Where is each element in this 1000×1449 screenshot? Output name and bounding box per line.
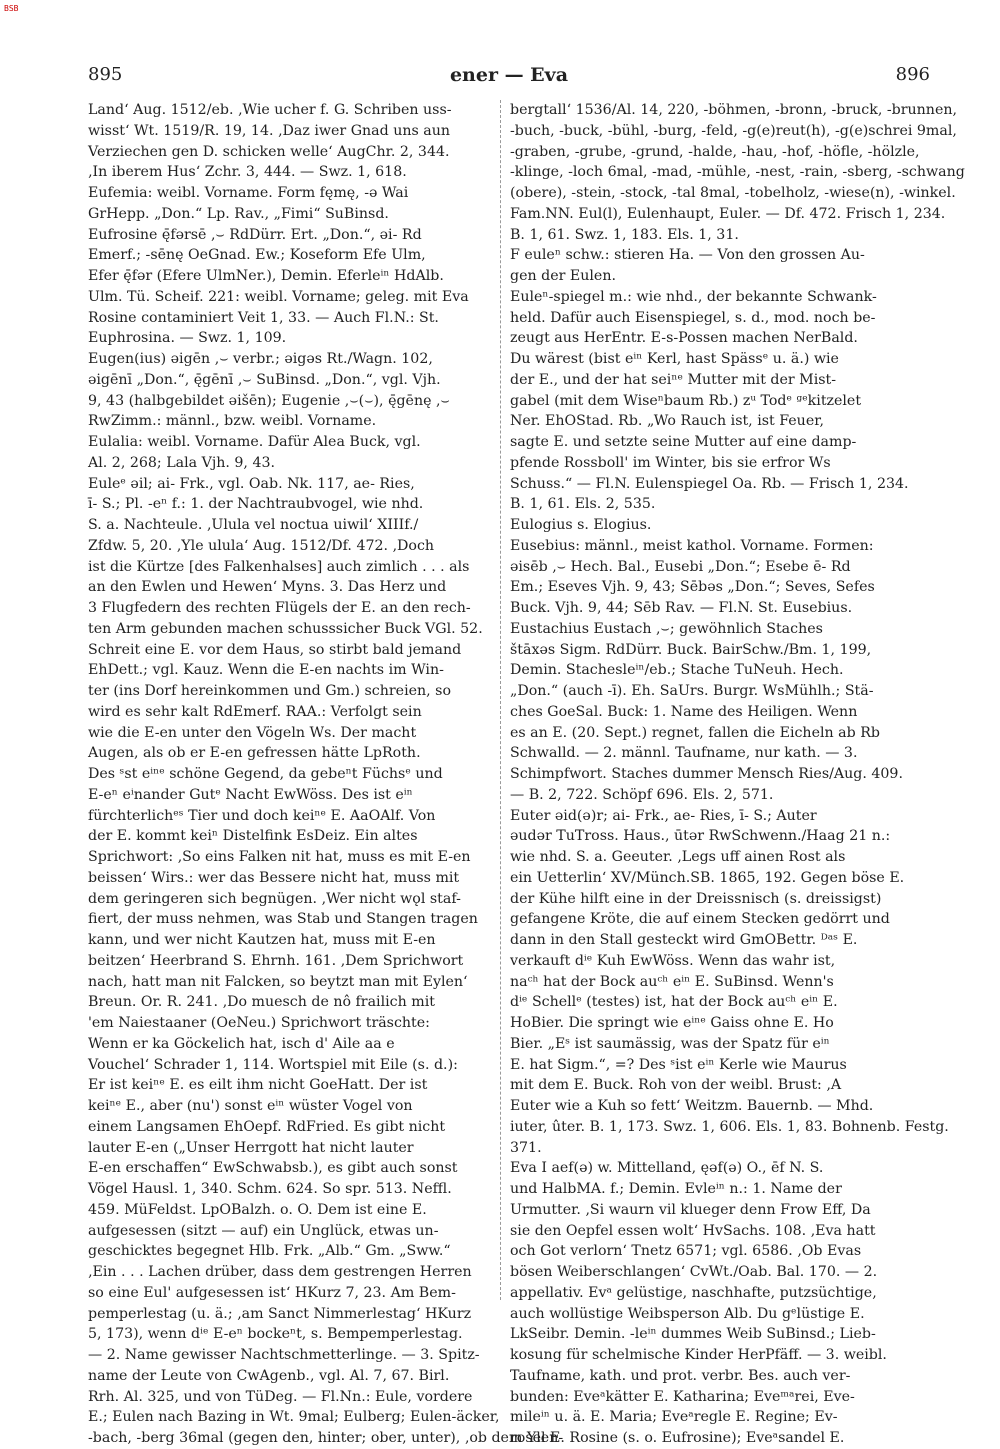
text-line: 459. MüFeldst. LpOBalzh. o. O. Dem ist eine E. xyxy=(88,1201,427,1218)
text-line: Ulm. Tü. Scheif. 221: weibl. Vorname; geleg. mit Eva xyxy=(88,288,469,305)
text-line: Schuss.“ — Fl.N. Eulenspiegel Oa. Rb. — Frisch 1, 234. xyxy=(510,475,909,492)
text-line: nach, hatt man nit Falcken, so beytzt man mit Eylen‘ xyxy=(88,973,468,990)
text-line: so eine Eul' aufgesessen ist‘ HKurz 7, 23. Am Bem- xyxy=(88,1284,456,1301)
text-line: Demin. Stachesleⁱⁿ/eb.; Stache TuNeuh. Hech. xyxy=(510,662,844,679)
text-line: -buch, -buck, -bühl, -burg, -feld, -g(e)reut(h), -g(e)schrei 9mal, xyxy=(510,122,957,139)
text-line: fiert, der muss nehmen, was Stab und Stangen tragen xyxy=(88,911,478,928)
text-line: Vögel Hausl. 1, 340. Schm. 624. So spr. 513. Neffl. xyxy=(88,1181,452,1197)
text-line: Al. 2, 268; Lala Vjh. 9, 43. xyxy=(88,454,276,471)
text-line: Schreit eine E. vor dem Haus, so stirbt bald jemand xyxy=(88,641,462,658)
text-line: Emerf.; -sēnę OeGnad. Ew.; Koseform Efe Ulm, xyxy=(88,247,426,264)
text-line: Ner. EhOStad. Rb. „Wo Rauch ist, ist Feuer, xyxy=(510,413,824,430)
text-line: Eva I aef(ə) w. Mittelland, ęəf(ə) O., ēf N. S. xyxy=(510,1160,824,1177)
text-line: əudər TuTross. Haus., ūtər RwSchwenn./Haag 21 n.: xyxy=(510,828,891,845)
text-line: Des ˢst eⁱⁿᵉ schöne Gegend, da gebeⁿt Füchsᵉ und xyxy=(88,766,443,782)
text-line: ‚In iberem Hus‘ Zchr. 3, 444. — Swz. 1, 618. xyxy=(88,164,407,181)
text-line: mileⁱⁿ u. ä. E. Maria; Eveᵃregle E. Regine; Ev- xyxy=(510,1409,838,1426)
text-line: Taufname, kath. und prot. verbr. Bes. auch ver- xyxy=(510,1367,851,1384)
text-line: dann in den Stall gesteckt wird GmOBettr. ᴰᵃˢ E. xyxy=(510,932,858,948)
right-column xyxy=(510,100,965,1449)
text-line: wie die E-en unter den Vögeln Ws. Der macht xyxy=(88,724,417,741)
text-line: Euleⁿ-spiegel m.: wie nhd., der bekannte Schwank- xyxy=(510,288,877,305)
text-line: Eustachius Eustach ,⌣; gewöhnlich Staches xyxy=(510,620,823,637)
text-line: Buck. Vjh. 9, 44; Sēb Rav. — Fl.N. St. Eusebius. xyxy=(510,600,853,616)
text-line: dem geringeren sich begnügen. ‚Wer nicht wǫl staf- xyxy=(88,890,461,907)
text-line: „Don.“ (auch -ī). Eh. SaUrs. Burgr. WsMühlh.; Stä- xyxy=(510,683,874,699)
text-line: geschicktes begegnet Hlb. Frk. „Alb.“ Gm. „Sww.“ xyxy=(88,1243,451,1260)
text-line: der Kühe hilft eine in der Dreissnisch (s. dreissigst) xyxy=(510,890,882,907)
text-line: Eufemia: weibl. Vorname. Form fęmę, -ə Wai xyxy=(88,185,409,201)
page-header xyxy=(88,64,930,90)
text-line: fürchterlichᵉˢ Tier und doch keiⁿᵉ E. AaOAlf. Von xyxy=(88,807,436,824)
text-line: Schimpfwort. Staches dummer Mensch Ries/Aug. 409. xyxy=(510,766,903,782)
text-line: Rrh. Al. 325, und von TüDeg. — Fl.Nn.: Eule, vordere xyxy=(88,1388,473,1405)
text-line: und HalbMA. f.; Demin. Evleⁱⁿ n.: 1. Name der xyxy=(510,1181,842,1197)
text-line: F euleⁿ schw.: stieren Ha. — Von den grossen Au- xyxy=(510,247,865,264)
running-title: ener — Eva xyxy=(449,64,569,86)
text-line: Land‘ Aug. 1512/eb. ‚Wie ucher f. G. Schriben uss- xyxy=(88,102,452,118)
text-line: -graben, -grube, -grund, -halde, -hau, -hof, -höfle, -hölzle, xyxy=(510,143,920,160)
text-line: RwZimm.: männl., bzw. weibl. Vorname. xyxy=(88,413,377,430)
text-line: Schwalld. — 2. männl. Taufname, nur kath. — 3. xyxy=(510,745,858,762)
text-line: kann, und wer nicht Kautzen hat, muss mit E-en xyxy=(88,932,436,948)
text-line: gen der Eulen. xyxy=(510,268,616,284)
text-line: held. Dafür auch Eisenspiegel, s. d., mod. noch be- xyxy=(510,309,876,326)
text-line: einem Langsamen EhOepf. RdFried. Es gibt nicht xyxy=(88,1118,446,1135)
text-line: Euter wie a Kuh so fett‘ Weitzm. Bauernb. — Mhd. xyxy=(510,1098,874,1114)
text-line: zeugt aus HerEntr. E-s-Possen machen NerBald. xyxy=(510,330,858,347)
text-line: gabel (mit dem Wiseⁿbaum Rb.) zᵘ Todᵉ ᵍᵉkitzelet xyxy=(510,392,862,409)
text-line: ‚Ein . . . Lachen drüber, dass dem gestrengen Herren xyxy=(88,1264,472,1280)
text-line: Urmutter. ‚Si waurn vil klueger denn Frow Eff, Da xyxy=(510,1201,871,1218)
text-line: sagte E. und setzte seine Mutter auf eine damp- xyxy=(510,434,857,450)
text-line: -klinge, -loch 6mal, -mad, -mühle, -nest, -rain, -sberg, -schwang xyxy=(510,164,965,181)
text-line: sie den Oepfel essen wolt‘ HvSachs. 108. ‚Eva hatt xyxy=(510,1222,876,1239)
text-line: Eulalia: weibl. Vorname. Dafür Alea Buck, vgl. xyxy=(88,434,421,450)
text-line: — B. 2, 722. Schöpf 696. Els. 2, 571. xyxy=(510,786,774,803)
text-line: pfende Rossboll' im Winter, bis sie erfror Ws xyxy=(510,454,831,471)
text-line: auch wollüstige Weibsperson Alb. Du gᵉlüstige E. xyxy=(510,1305,865,1322)
text-line: Em.; Eseves Vjh. 9, 43; Sēbəs „Don.“; Seves, Sefes xyxy=(510,579,875,596)
text-line: S. a. Nachteule. ‚Ulula vel noctua uiwil‘ XIIIf./ xyxy=(88,517,419,533)
library-stamp: BSB xyxy=(4,4,19,13)
text-line: B. 1, 61. Swz. 1, 183. Els. 1, 31. xyxy=(510,226,739,243)
text-line: 5, 173), wenn dⁱᵉ E-eⁿ bockeⁿt, s. Bempemperlestag. xyxy=(88,1326,463,1343)
column-divider xyxy=(500,100,501,1300)
text-line: es an E. (20. Sept.) regnet, fallen die Eicheln ab Rb xyxy=(510,724,880,741)
text-line: štāxəs Sigm. RdDürr. Buck. BairSchw./Bm. 1, 199, xyxy=(510,641,872,658)
text-line: an den Ewlen und Hewen‘ Myns. 3. Das Herz und xyxy=(88,579,447,596)
text-line: Du wärest (bist eⁱⁿ Kerl, hast Spässᵉ u. ä.) wie xyxy=(510,351,839,367)
text-line: ter (ins Dorf hereinkommen und Gm.) schreien, so xyxy=(88,683,451,699)
text-line: E. hat Sigm.“, =? Des ˢist eⁱⁿ Kerle wie Maurus xyxy=(510,1056,847,1073)
text-line: Efer ę̄fər (Efere UlmNer.), Demin. Eferleⁱⁿ HdAlb. xyxy=(88,268,444,284)
text-line: pemperlestag (u. ä.; ‚am Sanct Nimmerlestag‘ HKurz xyxy=(88,1305,472,1322)
text-line: och Got verlorn‘ Tnetz 6571; vgl. 6586. ‚Ob Evas xyxy=(510,1243,862,1260)
text-line: Fam.NN. Eul(l), Eulenhaupt, Euler. — Df. 472. Frisch 1, 234. xyxy=(510,205,946,222)
text-line: Breun. Or. R. 241. ‚Do muesch de nô frailich mit xyxy=(88,994,435,1011)
text-line: (obere), -stein, -stock, -tal 8mal, -tobelholz, -wiese(n), -winkel. xyxy=(510,185,956,201)
text-line: 3 Flugfedern des rechten Flügels der E. an den rech- xyxy=(88,600,471,616)
text-line: -bach, -berg 36mal (gegen den, hinter; ober, unter), ‚ob dem Ylen- xyxy=(88,1430,564,1446)
text-line: appellativ. Evᵃ gelüstige, naschhafte, putzsüchtige, xyxy=(510,1284,877,1301)
text-line: — 2. Name gewisser Nachtschmetterlinge. — 3. Spitz- xyxy=(88,1347,480,1363)
text-line: der E., und der hat seiⁿᵉ Mutter mit der Mist- xyxy=(510,371,837,388)
text-line: wird es sehr kalt RdEmerf. RAA.: Verfolgt sein xyxy=(88,703,422,720)
text-line: wisst‘ Wt. 1519/R. 19, 14. ‚Daz iwer Gnad uns aun xyxy=(88,122,451,139)
text-line: ein Uetterlin‘ XV/Münch.SB. 1865, 192. Gegen böse E. xyxy=(510,869,905,886)
text-line: lauter E-en („Unser Herrgott hat nicht lauter xyxy=(88,1139,414,1156)
text-line: Euleᵉ əil; ai- Frk., vgl. Oab. Nk. 117, ae- Ries, xyxy=(88,475,415,492)
text-line: Rosine contaminiert Veit 1, 33. — Auch Fl.N.: St. xyxy=(88,309,439,326)
text-line: Vouchel‘ Schrader 1, 114. Wortspiel mit Eile (s. d.): xyxy=(88,1056,458,1073)
text-line: E-en erschaffen“ EwSchwabsb.), es gibt auch sonst xyxy=(88,1160,458,1177)
text-line: 9, 43 (halbgebildet əišēn); Eugenie ,⌣(⌣), ę̄gēnę ,⌣ xyxy=(88,392,450,409)
text-line: B. 1, 61. Els. 2, 535. xyxy=(510,496,656,513)
text-line: əisēb ,⌣ Hech. Bal., Eusebi „Don.“; Esebe ē- Rd xyxy=(510,558,851,575)
text-line: HoBier. Die springt wie eⁱⁿᵉ Gaiss ohne E. Ho xyxy=(510,1015,834,1031)
text-line: kosung für schelmische Kinder HerPfäff. — 3. weibl. xyxy=(510,1347,887,1363)
text-line: rosel E. Rosine (s. o. Eufrosine); Eveᵃsandel E. xyxy=(510,1430,845,1446)
text-line: 371. xyxy=(510,1139,542,1156)
text-line: GrHepp. „Don.“ Lp. Rav., „Fimi“ SuBinsd. xyxy=(88,205,389,222)
text-line: bergtall‘ 1536/Al. 14, 220, -böhmen, -bronn, -bruck, -brunnen, xyxy=(510,102,957,118)
text-line: dⁱᵉ Schellᵉ (testes) ist, hat der Bock auᶜʰ eⁱⁿ E. xyxy=(510,994,838,1011)
text-line: E-eⁿ eⁱnander Gutᵉ Nacht EwWöss. Des ist eⁱⁿ xyxy=(88,786,413,803)
text-line: Wenn er ka Göckelich hat, isch d' Aile aa e xyxy=(88,1035,395,1052)
text-line: beissen‘ Wirs.: wer das Bessere nicht hat, muss mit xyxy=(88,869,460,886)
text-line: Eusebius: männl., meist kathol. Vorname. Formen: xyxy=(510,537,874,554)
page-number-right: 896 xyxy=(895,64,930,85)
text-line: gefangene Kröte, die auf einem Stecken gedörrt und xyxy=(510,911,890,928)
text-line: əigēnī „Don.“, ę̄gēnī ,⌣ SuBinsd. „Don.“, vgl. Vjh. xyxy=(88,371,441,388)
text-line: keiⁿᵉ E., aber (nu') sonst eⁱⁿ wüster Vogel von xyxy=(88,1098,413,1114)
text-line: Verziechen gen D. schicken welle‘ AugChr. 2, 344. xyxy=(88,143,450,160)
text-line: Eufrosine ę̄fərsē ,⌣ RdDürr. Ert. „Don.“, əi- Rd xyxy=(88,226,422,243)
text-line: EhDett.; vgl. Kauz. Wenn die E-en nachts im Win- xyxy=(88,662,444,679)
page-number-left: 895 xyxy=(88,64,123,85)
text-line: name der Leute von CwAgenb., vgl. Al. 7, 67. Birl. xyxy=(88,1367,450,1384)
text-line: ī- S.; Pl. -eⁿ f.: 1. der Nachtraubvogel, wie nhd. xyxy=(88,496,424,513)
text-line: E.; Eulen nach Bazing in Wt. 9mal; Eulberg; Eulen-äcker, xyxy=(88,1409,500,1426)
text-line: ten Arm gebunden machen schusssicher Buck VGl. 52. xyxy=(88,620,483,637)
text-line: Bier. „Eˢ ist saumässig, was der Spatz für eⁱⁿ xyxy=(510,1035,830,1052)
text-line: aufgesessen (sitzt — auf) ein Unglück, etwas un- xyxy=(88,1222,439,1239)
text-line: naᶜʰ hat der Bock auᶜʰ eⁱⁿ E. SuBinsd. Wenn's xyxy=(510,973,834,990)
text-line: bösen Weiberschlangen‘ CvWt./Oab. Bal. 170. — 2. xyxy=(510,1264,878,1280)
text-line: 'em Naiestaaner (OeNeu.) Sprichwort träschte: xyxy=(88,1015,430,1031)
text-line: Euter əid(ə)r; ai- Frk., ae- Ries, ī- S.; Auter xyxy=(510,807,817,824)
text-line: ches GoeSal. Buck: 1. Name des Heiligen. Wenn xyxy=(510,703,858,720)
text-line: Sprichwort: ‚So eins Falken nit hat, muss es mit E-en xyxy=(88,849,471,865)
text-line: ist die Kürtze [des Falkenhalses] auch zimlich . . . als xyxy=(88,558,470,575)
text-line: mit dem E. Buck. Roh von der weibl. Brust: ‚A xyxy=(510,1077,842,1094)
text-line: bunden: Eveᵃkätter E. Katharina; Eveᵐᵃrei, Eve- xyxy=(510,1388,855,1405)
text-line: Euphrosina. — Swz. 1, 109. xyxy=(88,330,287,347)
text-line: Augen, als ob er E-en gefressen hätte LpRoth. xyxy=(88,745,421,762)
text-line: iuter, ûter. B. 1, 173. Swz. 1, 606. Els. 1, 83. Bohnenb. Festg. xyxy=(510,1118,949,1135)
text-line: der E. kommt keiⁿ Distelfink EsDeiz. Ein altes xyxy=(88,828,418,845)
text-line: Er ist keiⁿᵉ E. es eilt ihm nicht GoeHatt. Der ist xyxy=(88,1077,428,1094)
text-line: verkauft dⁱᵉ Kuh EwWöss. Wenn das wahr ist, xyxy=(510,952,836,969)
text-line: beitzen‘ Heerbrand S. Ehrnh. 161. ‚Dem Sprichwort xyxy=(88,952,464,969)
text-line: Zfdw. 5, 20. ‚Yle ulula‘ Aug. 1512/Df. 472. ‚Doch xyxy=(88,537,435,554)
text-line: Eugen(ius) əigēn ,⌣ verbr.; əigəs Rt./Wagn. 102, xyxy=(88,351,433,367)
text-line: wie nhd. S. a. Geeuter. ‚Legs uff ainen Rost als xyxy=(510,849,846,865)
text-line: LkSeibr. Demin. -leⁱⁿ dummes Weib SuBinsd.; Lieb- xyxy=(510,1326,876,1343)
text-line: Eulogius s. Elogius. xyxy=(510,517,652,533)
